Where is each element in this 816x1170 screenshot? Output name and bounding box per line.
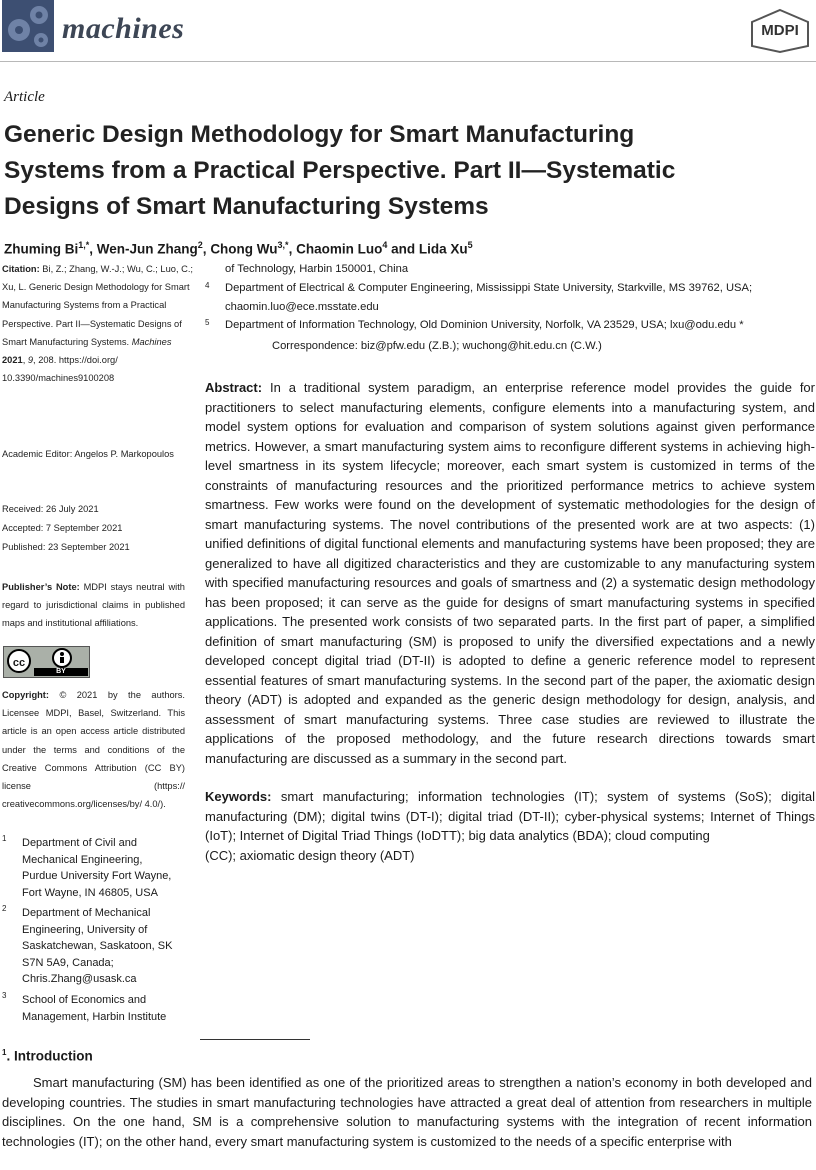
section-number: 1 bbox=[2, 1048, 7, 1057]
keywords-text-last: (CC); axiomatic design theory (ADT) bbox=[205, 847, 415, 863]
abstract-label: Abstract: bbox=[205, 380, 263, 395]
affiliation-line: Department of Electrical & Computer Engineering, Mississippi State University, Starkville, MS 39762, USA; bbox=[225, 282, 753, 294]
affiliation-4 bbox=[225, 279, 815, 317]
affiliation-email[interactable]: chaomin.luo@ece.msstate.edu bbox=[225, 301, 379, 313]
academic-editor: Academic Editor: Angelos P. Markopoulos bbox=[2, 449, 174, 459]
affiliation-2 bbox=[2, 905, 192, 988]
mdpi-logo-text: MDPI bbox=[761, 22, 799, 39]
author-affil: 4 bbox=[382, 240, 388, 250]
affiliation-email[interactable]: Chris.Zhang@usask.ca bbox=[22, 973, 137, 985]
author-affil: 1,* bbox=[78, 240, 90, 250]
citation-year: 2021 bbox=[2, 355, 23, 366]
affiliation-5: Department of Information Technology, Old Dominion University, Norfolk, VA 23529, USA; lxu@odu.edu * bbox=[225, 319, 744, 331]
keywords bbox=[205, 787, 815, 865]
author-name: Lida Xu bbox=[418, 241, 468, 257]
cc-icon bbox=[7, 649, 31, 673]
affiliation-number: 1 bbox=[2, 834, 7, 843]
affiliation-3-continued: of Technology, Harbin 150001, China bbox=[225, 263, 409, 275]
affiliation-line: Engineering, University of bbox=[22, 923, 148, 936]
affiliation-line: Saskatchewan, Saskatoon, SK bbox=[22, 940, 173, 952]
affiliation-number: 5 bbox=[205, 318, 210, 327]
author-list: Zhuming $Bi^{1,*}$, Wen-Jun Zhang$^2$, Chong $Wu^{3,*}$, Chaomin Luo$^4$ and Lida Xu$^5$ bbox=[4, 240, 473, 257]
author-name: Wen-Jun Zhang bbox=[96, 241, 198, 257]
affiliation-number: 2 bbox=[2, 904, 7, 913]
affiliation-line: Fort Wayne, IN 46805, USA bbox=[22, 886, 158, 899]
affiliation-3 bbox=[2, 992, 192, 1025]
introduction-paragraph: Smart manufacturing (SM) has been identified as one of the prioritized areas to strengthen a nation’s economy in both developed and developing countries. The studies in smart manufacturing technologies have attracted a great deal of attention from researchers in multiple disciplines. On the one hand, SM is a comprehensive solution to manufacturing systems with the integration of recent information technologies (IT); on the other hand, every smart manufacturing system is customized to the needs of a specific enterprise with bbox=[2, 1075, 812, 1149]
cc-by-license-badge[interactable] bbox=[3, 646, 90, 678]
publisher-note bbox=[2, 578, 185, 633]
affiliation-line: Mechanical Engineering, bbox=[22, 853, 143, 866]
copyright-label: Copyright: bbox=[2, 690, 49, 700]
citation-journal: Machines bbox=[131, 336, 172, 347]
section-title: . Introduction bbox=[6, 1048, 93, 1064]
author-affil: 2 bbox=[197, 240, 203, 250]
article-type: Article bbox=[4, 89, 45, 105]
affiliation-line: Purdue University Fort Wayne, bbox=[22, 870, 172, 882]
accepted-date: Accepted: 7 September 2021 bbox=[2, 523, 123, 533]
affiliation-number: 3 bbox=[2, 991, 7, 1000]
affiliation-line: Management, Harbin Institute bbox=[22, 1010, 167, 1023]
publisher-note-label: Publisher’s Note: bbox=[2, 582, 80, 592]
citation-text: Bi, Z.; Zhang, W.-J.; Wu, C.; Luo, C.; Xu, L. Generic Design Methodology for Smart Manufacturing Systems from a Practical Perspective. Part II—Systematic Designs of Smart Manufacturing Systems. bbox=[2, 264, 193, 347]
published-date: Published: 23 September 2021 bbox=[2, 542, 130, 552]
mdpi-logo bbox=[748, 8, 812, 54]
by-person-icon bbox=[52, 648, 72, 668]
citation-volume: 9 bbox=[27, 355, 34, 366]
cc-icon-label: cc bbox=[12, 657, 26, 669]
citation-block: Citation: Bi, Z.; Zhang, W.-J.; Wu, C.; Luo, C.; Xu, L. Generic Design Methodology for Smart Manufacturing Systems from a Practical Perspective. Part II—Systematic Designs of Smart Manufacturing Systems. Machines 2021, 9, 208. https://doi.org/ 10.3390/machines9100208 bbox=[2, 264, 193, 384]
correspondence: Correspondence: biz@pfw.edu (Z.B.); wuchong@hit.edu.cn (C.W.) bbox=[272, 340, 602, 352]
author-name: Chaomin Luo bbox=[296, 241, 383, 257]
copyright-text: © 2021 by the authors. Licensee MDPI, Basel, Switzerland. This article is an open access article distributed under the terms and conditions of the Creative Commons Attribution (CC BY) license (https:// creativecommons.org/licenses/by/ 4.0/). bbox=[2, 690, 185, 810]
section-heading bbox=[2, 1048, 93, 1064]
keywords-label: Keywords: bbox=[205, 789, 272, 804]
affiliation-number: 4 bbox=[205, 281, 210, 290]
author-affil: 3,* bbox=[277, 240, 289, 250]
author-name: Chong Wu bbox=[210, 241, 278, 257]
affiliation-1 bbox=[2, 835, 192, 901]
journal-logo-gear-icon bbox=[2, 0, 54, 52]
publisher-note-text: MDPI stays neutral with regard to jurisdictional claims in published maps and institutional affiliations. bbox=[2, 582, 185, 629]
affiliation-line: Department of Civil and bbox=[22, 837, 137, 849]
keywords-text: smart manufacturing; information technologies (IT); system of systems (SoS); digital manufacturing (DM); digital twins (DT-I); digital triad (DT-II); cyber-physical systems; Internet of Things (IoT); Internet of Digital Triad Things (IoDTT); big data analytics (BDA); cloud computing bbox=[205, 789, 815, 843]
received-date: Received: 26 July 2021 bbox=[2, 504, 99, 514]
journal-name: machines bbox=[62, 12, 185, 45]
citation-doi[interactable]: , 208. https://doi.org/ 10.3390/machines9100208 bbox=[2, 355, 118, 384]
abstract bbox=[205, 378, 815, 768]
abstract-text: In a traditional system paradigm, an enterprise reference model provides the guide for practitioners to select manufacturing elements, configure elements into a manufacturing system, and model system options for evaluation and comparison of system solutions against given performance metrics. However, a smart manufacturing system aims to reconfigure different systems in achieving high-level smartness in its system lifecycle; moreover, each smart system is customized in terms of the constraints of manufacturing resources and the prioritized performance metrics to achieve system smartness. Few works were found on the development of systematic methodologies for the design of smart manufacturing systems. The novel contributions of the presented work are at two aspects: (1) unified definitions of digital functional elements and manufacturing systems have been proposed; they are generalized to have all digitized characteristics and they are customizable to any manufacturing system with specified manufacturing resources and goals of smartness and (2) a systematic design methodology has been proposed; it can serve as the guide for designs of smart manufacturing systems in specified applications. The presented work consists of two separated parts. In the first part of paper, a simplified definition of smart manufacturing (SM) is proposed to unify the diversified expectations and a newly developed concept digital triad (DT-II) is adopted to define a generic reference model to represent essential features of smart manufacturing systems. In the second part of the paper, the axiomatic design theory (ADT) is adopted and expanded as the generic design methodology for design, analysis, and assessment of smart manufacturing systems. Three case studies are reviewed to illustrate the applications of the proposed methodology, and the future research directions towards smart manufacturing are discussed as a summary in the second part. bbox=[205, 380, 815, 766]
by-strip bbox=[34, 668, 88, 676]
header-rule bbox=[0, 61, 816, 62]
author-affil: 5 bbox=[467, 240, 473, 250]
cc-by-label: BY bbox=[56, 668, 66, 675]
affiliation-line: S7N 5A9, Canada; bbox=[22, 956, 114, 969]
affiliation-line: Department of Mechanical bbox=[22, 907, 151, 919]
copyright-notice bbox=[2, 686, 185, 813]
article-title: Generic Design Methodology for Smart Manufacturing Systems from a Practical Perspective. Part II—Systematic Designs of Smart Manufacturing Systems bbox=[4, 121, 676, 220]
author-name: Zhuming Bi bbox=[4, 241, 79, 257]
citation-label: Citation: bbox=[2, 264, 40, 274]
footnote-rule bbox=[200, 1039, 310, 1040]
affiliation-line: School of Economics and bbox=[22, 994, 147, 1006]
